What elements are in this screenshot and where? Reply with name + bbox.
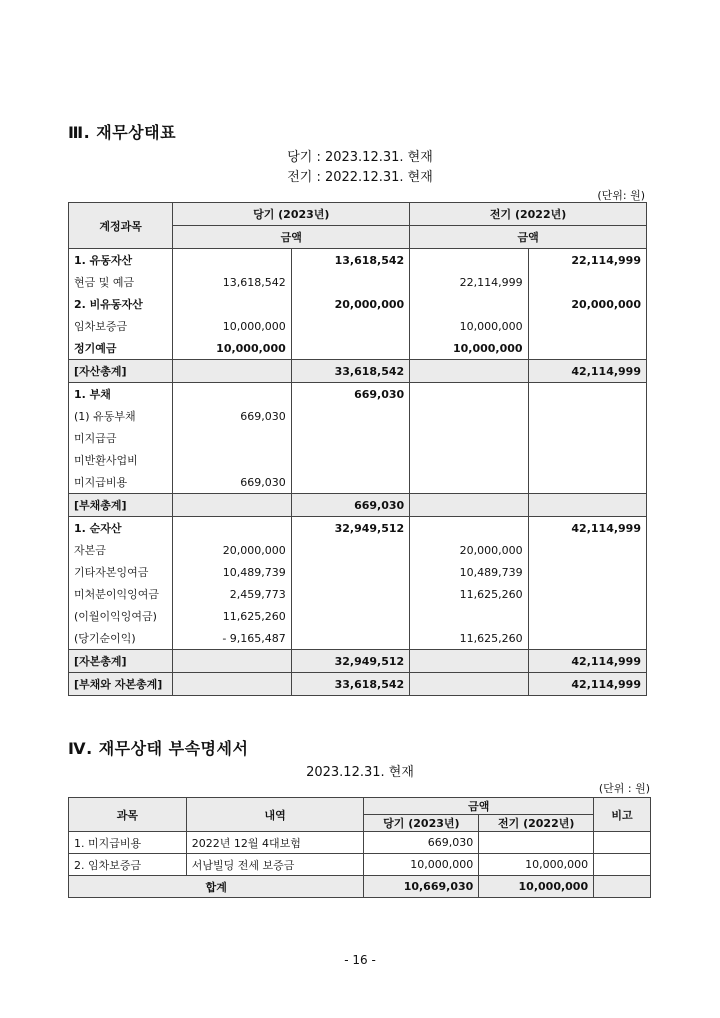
table-row [69,337,647,360]
table-row [69,494,647,517]
prior-total: 42,114,999 [528,650,646,673]
prior-total [528,449,646,471]
current-detail [173,517,291,540]
prior-total [528,539,646,561]
current-total [291,561,409,583]
row-label: 1. 부채 [69,383,173,406]
row-label: 미처분이익잉여금 [69,583,173,605]
current-detail: 10,000,000 [173,337,291,360]
row-label: (이월이익잉여금) [69,605,173,627]
table-row [69,517,647,540]
prior-detail [410,360,528,383]
prior-detail: 20,000,000 [410,539,528,561]
table-row [69,271,647,293]
prior-detail: 11,625,260 [410,583,528,605]
row-label: 자본금 [69,539,173,561]
balance-sheet-table [68,202,647,696]
total-prior: 10,000,000 [479,876,594,898]
prior-detail: 11,625,260 [410,627,528,650]
current-total [291,427,409,449]
total-current: 10,669,030 [364,876,479,898]
prior-total: 22,114,999 [528,249,646,272]
row-label: (1) 유동부채 [69,405,173,427]
header-current-2023: 당기 (2023년) [364,815,479,832]
prior-detail [410,383,528,406]
header-current: 당기 (2023년) [173,203,410,226]
current-detail: 10,000,000 [173,315,291,337]
table-row [69,832,651,854]
prior-total [528,427,646,449]
header-prior: 전기 (2022년) [410,203,647,226]
current-detail [173,293,291,315]
prior-detail: 22,114,999 [410,271,528,293]
subject-cell: 1. 미지급비용 [69,832,187,854]
row-label: 2. 비유동자산 [69,293,173,315]
prior-total [528,494,646,517]
table-row [69,561,647,583]
current-detail [173,427,291,449]
row-label: 현금 및 예금 [69,271,173,293]
current-total [291,337,409,360]
prior-detail [410,471,528,494]
prior-period-date: 전기 : 2022.12.31. 현재 [287,170,433,185]
row-label: 미반환사업비 [69,449,173,471]
detail-schedule-table [68,797,651,898]
current-detail: 13,618,542 [173,271,291,293]
current-detail [173,449,291,471]
current-detail [173,650,291,673]
prior-detail [410,249,528,272]
prior-detail [410,293,528,315]
prior-total: 20,000,000 [528,293,646,315]
current-total [291,539,409,561]
row-label: 1. 유동자산 [69,249,173,272]
current-detail [173,383,291,406]
current-total: 33,618,542 [291,360,409,383]
prior-detail [410,449,528,471]
current-detail: 669,030 [173,471,291,494]
detail-unit-label: (단위 : 원) [598,782,650,795]
table-row [69,539,647,561]
current-total [291,315,409,337]
header-prior-2022: 전기 (2022년) [479,815,594,832]
current-detail [173,673,291,696]
table-row [69,471,647,494]
prior-amount: 10,000,000 [479,854,594,876]
total-row [69,876,651,898]
unit-label: (단위: 원) [597,189,645,202]
table-row [69,605,647,627]
current-detail [173,360,291,383]
current-detail: 669,030 [173,405,291,427]
table-row [69,249,647,272]
section-3-title: Ⅲ. 재무상태표 [68,123,177,142]
prior-amount [479,832,594,854]
note-cell [594,832,651,854]
table-row [69,650,647,673]
table-row [69,427,647,449]
row-label: 임차보증금 [69,315,173,337]
row-label: 미지급금 [69,427,173,449]
prior-total [528,583,646,605]
prior-total [528,605,646,627]
current-total: 669,030 [291,383,409,406]
header-amount-prior: 금액 [410,226,647,249]
total-label: 합계 [69,876,364,898]
table-row [69,315,647,337]
prior-total [528,337,646,360]
current-total [291,605,409,627]
header-amount-current: 금액 [173,226,410,249]
current-detail: 10,489,739 [173,561,291,583]
row-label: 1. 순자산 [69,517,173,540]
table-row [69,583,647,605]
current-total: 32,949,512 [291,517,409,540]
page-number: - 16 - [344,953,376,967]
prior-total [528,405,646,427]
current-total: 32,949,512 [291,650,409,673]
section-4-title: Ⅳ. 재무상태 부속명세서 [68,739,249,758]
current-period-date: 당기 : 2023.12.31. 현재 [287,150,433,165]
header-detail: 내역 [186,798,364,832]
row-label: 정기예금 [69,337,173,360]
header-note: 비고 [594,798,651,832]
prior-total: 42,114,999 [528,517,646,540]
row-label: (당기순이익) [69,627,173,650]
prior-total [528,383,646,406]
prior-detail [410,405,528,427]
current-detail: - 9,165,487 [173,627,291,650]
table-row [69,627,647,650]
header-account: 계정과목 [69,203,173,249]
prior-detail [410,427,528,449]
current-total: 669,030 [291,494,409,517]
row-label: [자산총계] [69,360,173,383]
current-total [291,583,409,605]
current-total [291,471,409,494]
prior-detail [410,494,528,517]
table-row [69,405,647,427]
current-amount: 10,000,000 [364,854,479,876]
current-detail: 2,459,773 [173,583,291,605]
prior-total: 42,114,999 [528,360,646,383]
prior-detail [410,650,528,673]
current-amount: 669,030 [364,832,479,854]
prior-detail [410,517,528,540]
prior-detail: 10,489,739 [410,561,528,583]
table-row [69,293,647,315]
prior-detail: 10,000,000 [410,337,528,360]
header-amount: 금액 [364,798,594,815]
detail-cell: 서남빌딩 전세 보증금 [186,854,364,876]
header-subject: 과목 [69,798,187,832]
row-label: [자본총계] [69,650,173,673]
prior-detail [410,605,528,627]
current-total [291,271,409,293]
row-label: 기타자본잉여금 [69,561,173,583]
subject-cell: 2. 임차보증금 [69,854,187,876]
note-cell [594,854,651,876]
table-row [69,383,647,406]
table-row [69,673,647,696]
current-total: 13,618,542 [291,249,409,272]
table-row [69,854,651,876]
current-total: 20,000,000 [291,293,409,315]
table-row [69,449,647,471]
row-label: [부채와 자본총계] [69,673,173,696]
row-label: 미지급비용 [69,471,173,494]
current-total [291,405,409,427]
prior-detail: 10,000,000 [410,315,528,337]
current-detail: 11,625,260 [173,605,291,627]
current-total [291,449,409,471]
current-detail [173,249,291,272]
current-total [291,627,409,650]
current-total: 33,618,542 [291,673,409,696]
prior-detail [410,673,528,696]
detail-date: 2023.12.31. 현재 [306,765,414,780]
prior-total [528,271,646,293]
current-detail [173,494,291,517]
total-note [594,876,651,898]
prior-total [528,471,646,494]
current-detail: 20,000,000 [173,539,291,561]
prior-total [528,315,646,337]
prior-total [528,627,646,650]
detail-cell: 2022년 12월 4대보험 [186,832,364,854]
table-row [69,360,647,383]
row-label: [부채총계] [69,494,173,517]
prior-total: 42,114,999 [528,673,646,696]
prior-total [528,561,646,583]
